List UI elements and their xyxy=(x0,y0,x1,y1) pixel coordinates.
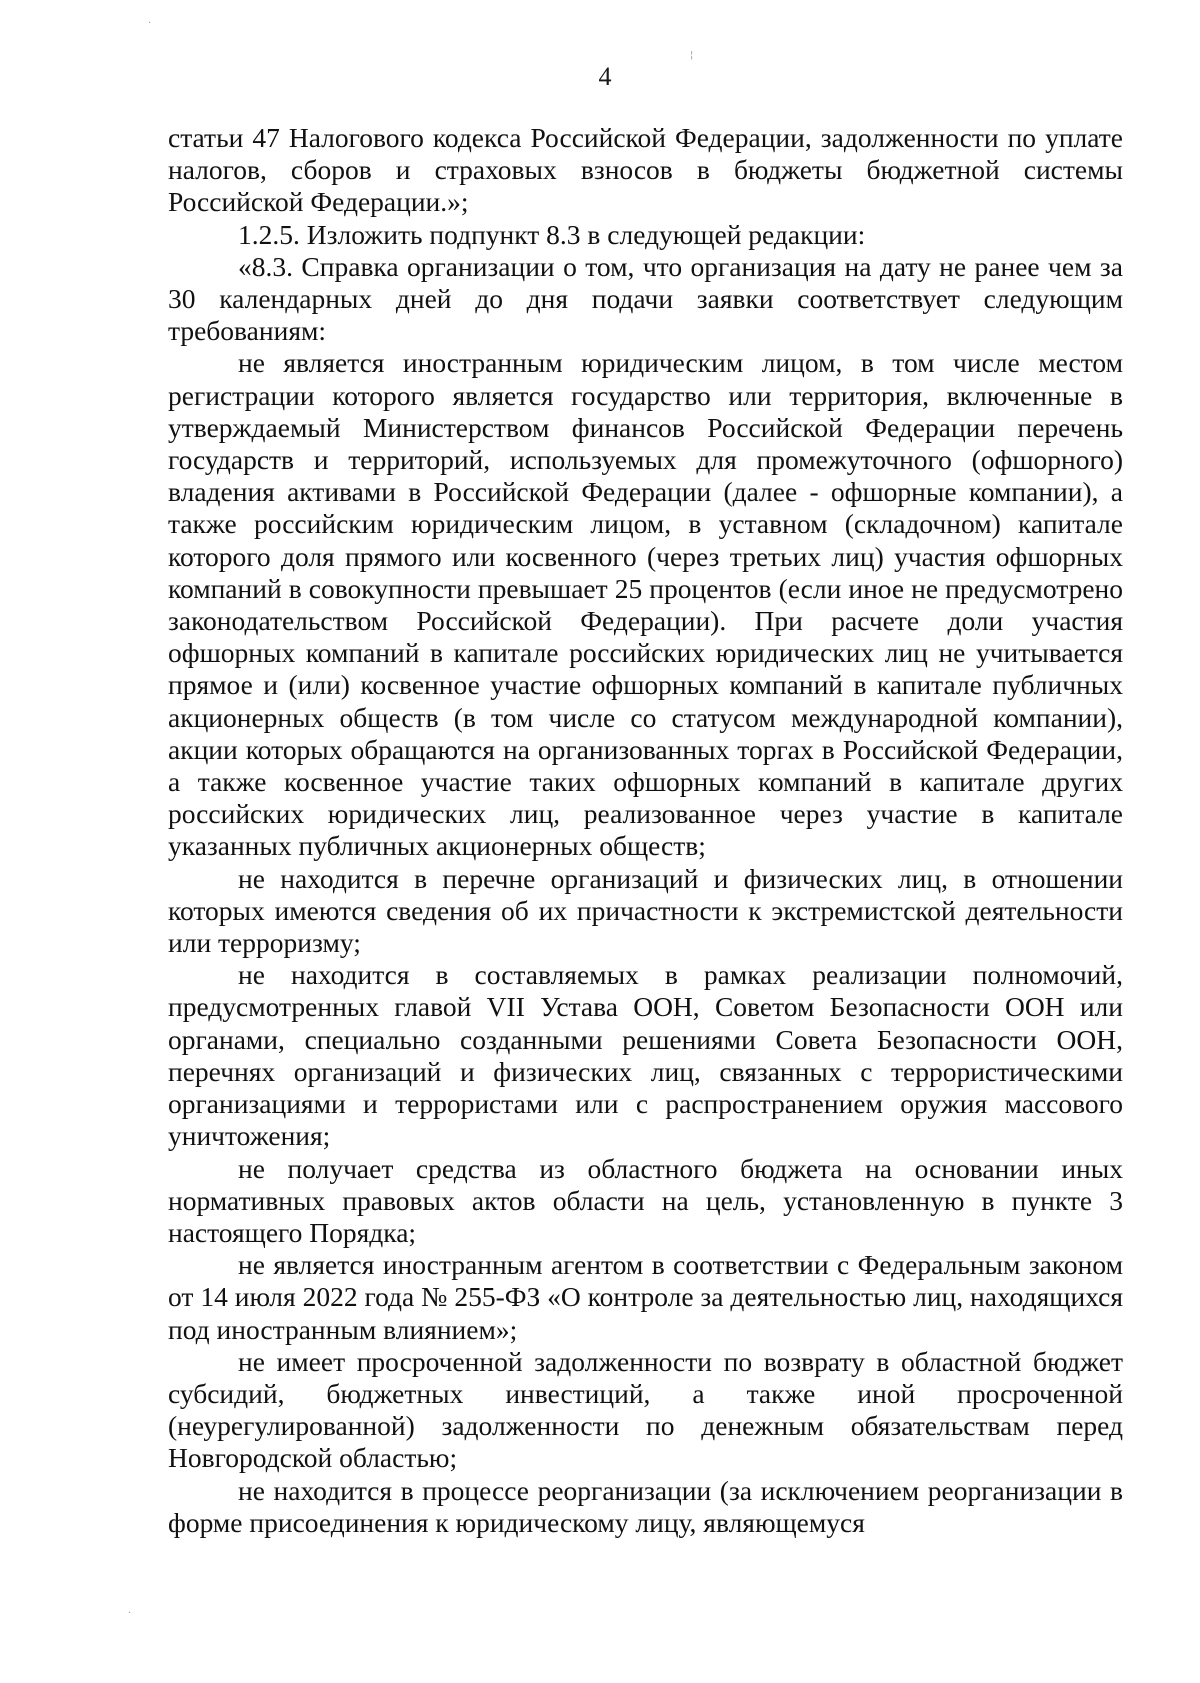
paragraph: статьи 47 Налогового кодекса Российской Федерации, задолженности по уплате налогов, сборов и страховых взносов в бюджеты бюджетной системы Российской Федерации.»; xyxy=(168,122,1123,218)
scan-speck: ¦ xyxy=(690,50,694,61)
scan-speck: · xyxy=(148,18,152,29)
paragraph: не находится в перечне организаций и физических лиц, в отношении которых имеются сведения об их причастности к экстремистской деятельности или терроризму; xyxy=(168,862,1123,959)
paragraph: не находится в процессе реорганизации (за исключением реорганизации в форме присоединения к юридическому лицу, являющемуся xyxy=(168,1474,1123,1538)
paragraph: не является иностранным агентом в соответствии с Федеральным законом от 14 июля 2022 года № 255-ФЗ «О контроле за деятельностью лиц, находящихся под иностранным влиянием»; xyxy=(168,1249,1123,1345)
paragraph: 1.2.5. Изложить подпункт 8.3 в следующей редакции: xyxy=(238,218,866,250)
paragraph: не является иностранным юридическим лицом, в том числе местом регистрации которого является государство или территория, включенные в утверждаемый Министерством финансов Российской Федерации перечень государств и территорий, используемых для промежуточного (офшорного) владения активами в Российской Федерации (далее - офшорные компании), а также российским юридическим лицом, в уставном (складочном) капитале которого доля прямого или косвенного (через третьих лиц) участия офшорных компаний в совокупности превышает 25 процентов (если иное не предусмотрено законодательством Российской Федерации). При расчете доли участия офшорных компаний в капитале российских юридических лиц не учитывается прямое и (или) косвенное участие офшорных компаний в капитале публичных акционерных обществ (в том числе со статусом международной компании), акции которых обращаются на организованных торгах в Российской Федерации, а также косвенное участие таких офшорных компаний в капитале других российских юридических лиц, реализованное через участие в капитале указанных публичных акционерных обществ; xyxy=(168,347,1123,862)
paragraph: не получает средства из областного бюджета на основании иных нормативных правовых актов области на цель, установленную в пункте 3 настоящего Порядка; xyxy=(168,1152,1123,1248)
paragraph: не находится в составляемых в рамках реализации полномочий, предусмотренных главой VII Устава ООН, Советом Безопасности ООН или органами, специально созданными решениями Совета Безопасности ООН, перечнях организаций и физических лиц, связанных с террористическими организациями и террористами или с распространением оружия массового уничтожения; xyxy=(168,959,1123,1152)
paragraph: не имеет просроченной задолженности по возврату в областной бюджет субсидий, бюджетных инвестиций, а также иной просроченной (неурегулированной) задолженности по денежным обязательствам перед Новгородской областью; xyxy=(168,1345,1123,1474)
paragraph: «8.3. Справка организации о том, что организация на дату не ранее чем за 30 календарных дней до дня подачи заявки соответствует следующим требованиям: xyxy=(168,250,1123,347)
scan-speck: · xyxy=(128,1608,132,1619)
document-body xyxy=(168,122,1123,1539)
page-number: 4 xyxy=(598,62,612,91)
